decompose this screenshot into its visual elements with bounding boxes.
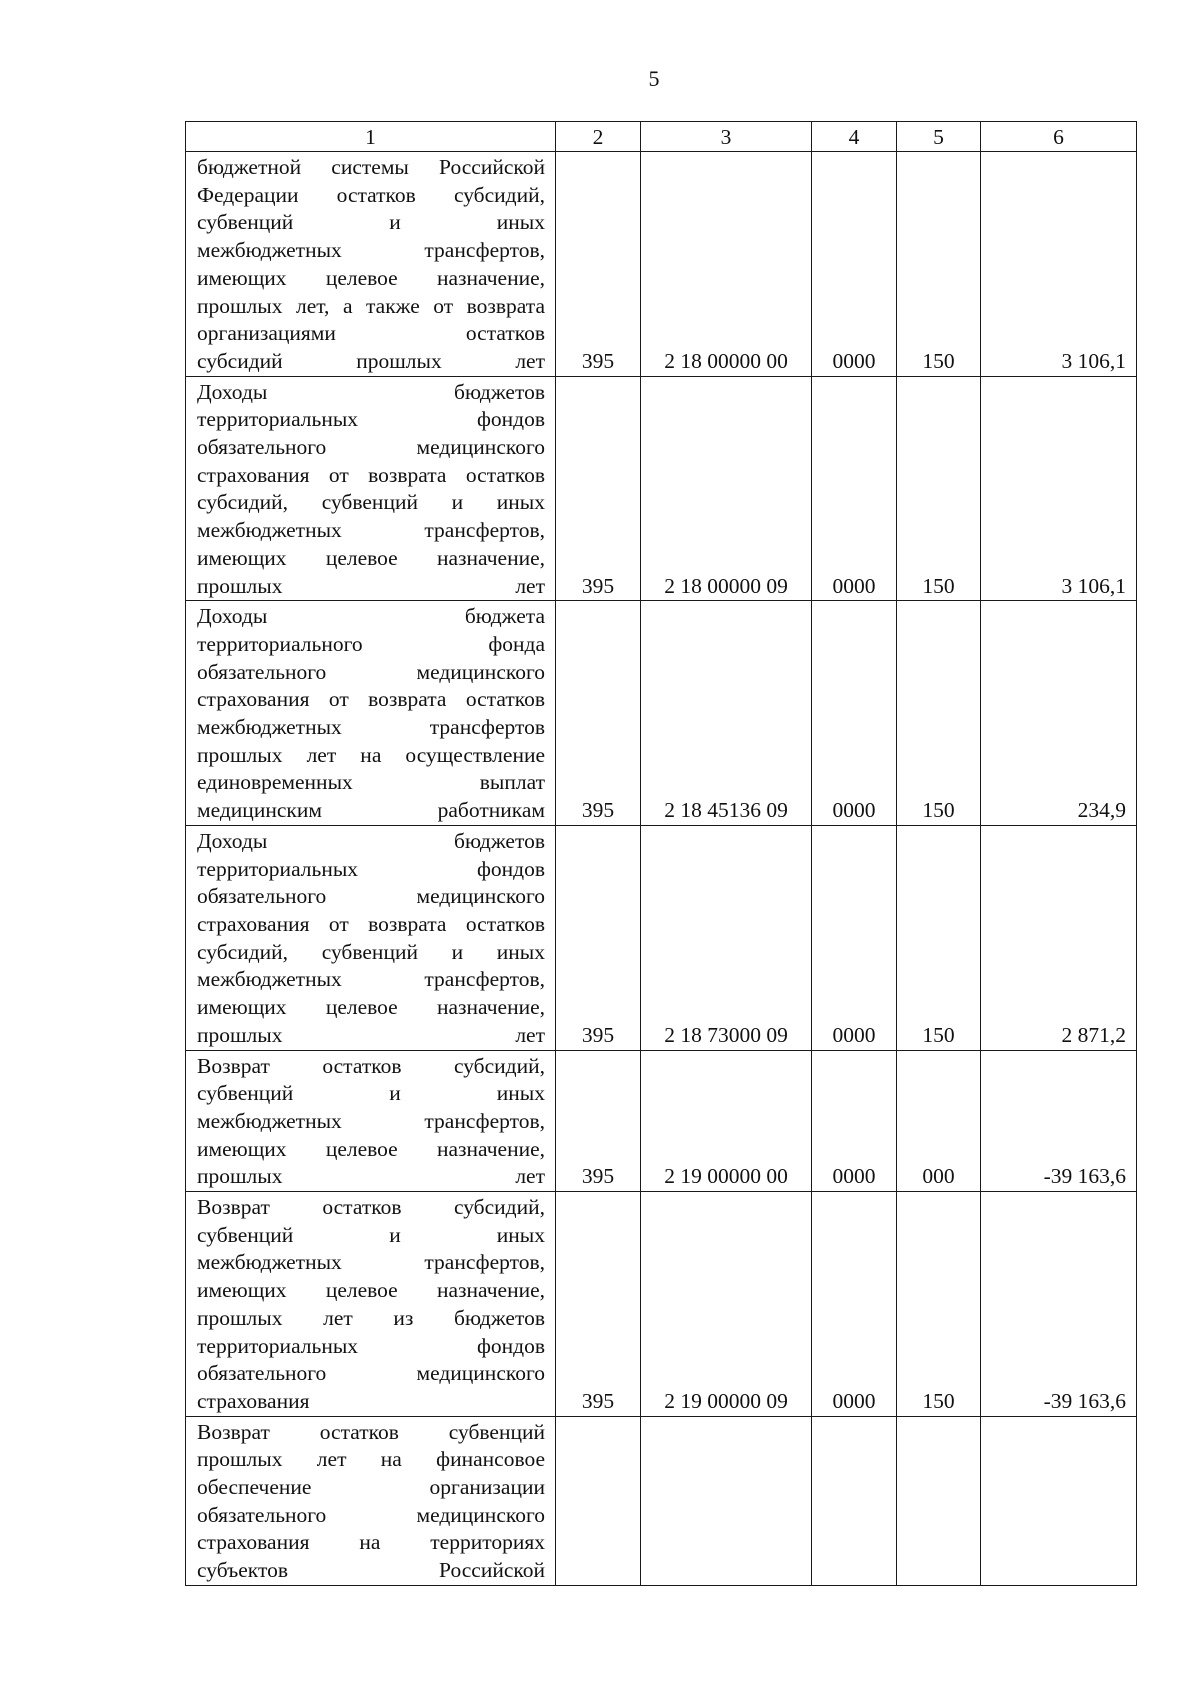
table-row xyxy=(186,601,1137,826)
column-header-1: 1 xyxy=(186,122,556,152)
table-row xyxy=(186,1192,1137,1417)
description-line: территориальных фондов xyxy=(197,856,545,881)
table-header xyxy=(186,122,1137,152)
kbk-code-value: 2 18 00000 09 xyxy=(664,573,788,598)
classification-code-cell xyxy=(897,376,981,601)
column-header-5: 5 xyxy=(897,122,981,152)
column-header-2: 2 xyxy=(556,122,641,152)
description-line: межбюджетных трансфертов, xyxy=(197,1108,545,1133)
description-line: имеющих целевое назначение, xyxy=(197,265,545,290)
admin-code-cell xyxy=(556,376,641,601)
page-number: 5 xyxy=(648,66,660,91)
classification-code-value: 150 xyxy=(922,798,955,823)
kbk-code-cell xyxy=(641,1192,812,1417)
description-line: страхования на территориях xyxy=(197,1530,545,1555)
table-row xyxy=(186,152,1137,377)
row-description xyxy=(186,376,556,601)
amount-cell xyxy=(981,601,1137,826)
column-header-4: 4 xyxy=(812,122,897,152)
kbk-code-cell xyxy=(641,376,812,601)
description-line: имеющих целевое назначение, xyxy=(197,1136,545,1161)
admin-code-value: 395 xyxy=(581,1388,615,1413)
description-line: прошлых лет из бюджетов xyxy=(197,1305,545,1330)
sub-code-cell xyxy=(812,376,897,601)
sub-code-value: 0000 xyxy=(832,798,876,823)
sub-code-value: 0000 xyxy=(832,1388,876,1413)
column-header-3: 3 xyxy=(641,122,812,152)
description-line: межбюджетных трансфертов, xyxy=(197,967,545,992)
description-line: субвенций и иных xyxy=(197,1081,545,1106)
description-line: страхования от возврата остатков xyxy=(197,911,545,936)
amount-cell xyxy=(981,1050,1137,1192)
amount-cell xyxy=(981,376,1137,601)
table-row xyxy=(186,1416,1137,1585)
description-line: Возврат остатков субвенций xyxy=(197,1419,545,1444)
classification-code-value: 150 xyxy=(922,348,955,373)
kbk-code-cell xyxy=(641,601,812,826)
sub-code-value: 0000 xyxy=(832,1164,876,1189)
description-line: субвенций и иных xyxy=(197,1222,545,1247)
admin-code-cell xyxy=(556,1192,641,1417)
description-line: медицинским работникам xyxy=(197,798,545,823)
table-body xyxy=(186,152,1137,1586)
classification-code-cell xyxy=(897,1050,981,1192)
admin-code-value: 395 xyxy=(581,1022,615,1047)
classification-code-value: 150 xyxy=(922,573,955,598)
admin-code-cell xyxy=(556,601,641,826)
kbk-code-value: 2 18 00000 00 xyxy=(664,348,788,373)
sub-code-value: 0000 xyxy=(832,1022,876,1047)
description-line: субсидий прошлых лет xyxy=(197,348,545,373)
description-line: Доходы бюджетов xyxy=(197,379,545,404)
kbk-code-cell xyxy=(641,825,812,1050)
kbk-code-value: 2 19 00000 09 xyxy=(664,1388,788,1413)
table-row xyxy=(186,376,1137,601)
description-line: субъектов Российской xyxy=(197,1558,545,1583)
description-line: обязательного медицинского xyxy=(197,659,545,684)
sub-code-cell xyxy=(812,152,897,377)
classification-code-cell xyxy=(897,152,981,377)
description-line: имеющих целевое назначение, xyxy=(197,545,545,570)
amount-value: -39 163,6 xyxy=(1043,1388,1126,1413)
description-line: Доходы бюджета xyxy=(197,604,545,629)
description-line: обязательного медицинского xyxy=(197,884,545,909)
description-line: межбюджетных трансфертов, xyxy=(197,1250,545,1275)
description-line: территориального фонда xyxy=(197,631,545,656)
classification-code-value: 150 xyxy=(922,1388,955,1413)
kbk-code-value: 2 19 00000 00 xyxy=(664,1164,788,1189)
description-line: субсидий, субвенций и иных xyxy=(197,490,545,515)
description-line: организациями остатков xyxy=(197,321,545,346)
budget-revenue-table xyxy=(185,121,1137,1586)
admin-code-value: 395 xyxy=(581,1164,615,1189)
description-line: Возврат остатков субсидий, xyxy=(197,1195,545,1220)
row-description xyxy=(186,601,556,826)
description-line: прошлых лет на осуществление xyxy=(197,742,545,767)
amount-value: -39 163,6 xyxy=(1043,1164,1126,1189)
description-line: Возврат остатков субсидий, xyxy=(197,1053,545,1078)
kbk-code-cell xyxy=(641,1416,812,1585)
amount-value: 2 871,2 xyxy=(1061,1022,1126,1047)
kbk-code-cell xyxy=(641,152,812,377)
description-line: субвенций и иных xyxy=(197,210,545,235)
amount-value: 3 106,1 xyxy=(1061,573,1126,598)
admin-code-cell xyxy=(556,1050,641,1192)
description-line: бюджетной системы Российской xyxy=(197,155,545,179)
description-line: имеющих целевое назначение, xyxy=(197,1278,545,1303)
description-line: обязательного медицинского xyxy=(197,1502,545,1527)
row-description xyxy=(186,1050,556,1192)
sub-code-cell xyxy=(812,1416,897,1585)
kbk-code-cell xyxy=(641,1050,812,1192)
classification-code-cell xyxy=(897,825,981,1050)
row-description xyxy=(186,825,556,1050)
amount-cell xyxy=(981,1416,1137,1585)
description-line: имеющих целевое назначение, xyxy=(197,995,545,1020)
description-line: обязательного медицинского xyxy=(197,435,545,460)
description-line: межбюджетных трансфертов, xyxy=(197,518,545,543)
admin-code-cell xyxy=(556,1416,641,1585)
description-line: территориальных фондов xyxy=(197,1333,545,1358)
description-line: межбюджетных трансфертов xyxy=(197,715,545,740)
description-line: страхования от возврата остатков xyxy=(197,687,545,712)
admin-code-value: 395 xyxy=(581,348,615,373)
admin-code-value: 395 xyxy=(581,573,615,598)
amount-cell xyxy=(981,825,1137,1050)
description-line: субсидий, субвенций и иных xyxy=(197,939,545,964)
kbk-code-value: 2 18 45136 09 xyxy=(664,798,788,823)
admin-code-value: 395 xyxy=(581,798,615,823)
description-line: прошлых лет xyxy=(197,1164,545,1189)
description-line: единовременных выплат xyxy=(197,770,545,795)
description-line: обеспечение организации xyxy=(197,1475,545,1500)
amount-cell xyxy=(981,152,1137,377)
description-line: страхования от возврата остатков xyxy=(197,462,545,487)
amount-value: 234,9 xyxy=(1077,798,1126,823)
sub-code-cell xyxy=(812,1192,897,1417)
sub-code-cell xyxy=(812,1050,897,1192)
description-line: Доходы бюджетов xyxy=(197,828,545,853)
description-line: территориальных фондов xyxy=(197,407,545,432)
description-line: прошлых лет xyxy=(197,1022,545,1047)
classification-code-cell xyxy=(897,1192,981,1417)
description-line: страхования xyxy=(197,1388,310,1413)
table-row xyxy=(186,825,1137,1050)
admin-code-cell xyxy=(556,825,641,1050)
table-row xyxy=(186,1050,1137,1192)
description-line: обязательного медицинского xyxy=(197,1361,545,1386)
row-description xyxy=(186,1192,556,1417)
description-line: прошлых лет, а также от возврата xyxy=(197,293,545,318)
description-line: межбюджетных трансфертов, xyxy=(197,238,545,263)
sub-code-value: 0000 xyxy=(832,348,876,373)
row-description xyxy=(186,152,556,377)
description-line: прошлых лет xyxy=(197,573,545,598)
column-header-6: 6 xyxy=(981,122,1137,152)
header-row xyxy=(186,122,1137,152)
admin-code-cell xyxy=(556,152,641,377)
classification-code-cell xyxy=(897,601,981,826)
description-line: прошлых лет на финансовое xyxy=(197,1447,545,1472)
amount-value: 3 106,1 xyxy=(1061,348,1126,373)
kbk-code-value: 2 18 73000 09 xyxy=(664,1022,788,1047)
classification-code-cell xyxy=(897,1416,981,1585)
description-line: Федерации остатков субсидий, xyxy=(197,182,545,207)
sub-code-value: 0000 xyxy=(832,573,876,598)
classification-code-value: 150 xyxy=(922,1022,955,1047)
sub-code-cell xyxy=(812,601,897,826)
amount-cell xyxy=(981,1192,1137,1417)
row-description xyxy=(186,1416,556,1585)
classification-code-value: 000 xyxy=(922,1164,955,1189)
sub-code-cell xyxy=(812,825,897,1050)
